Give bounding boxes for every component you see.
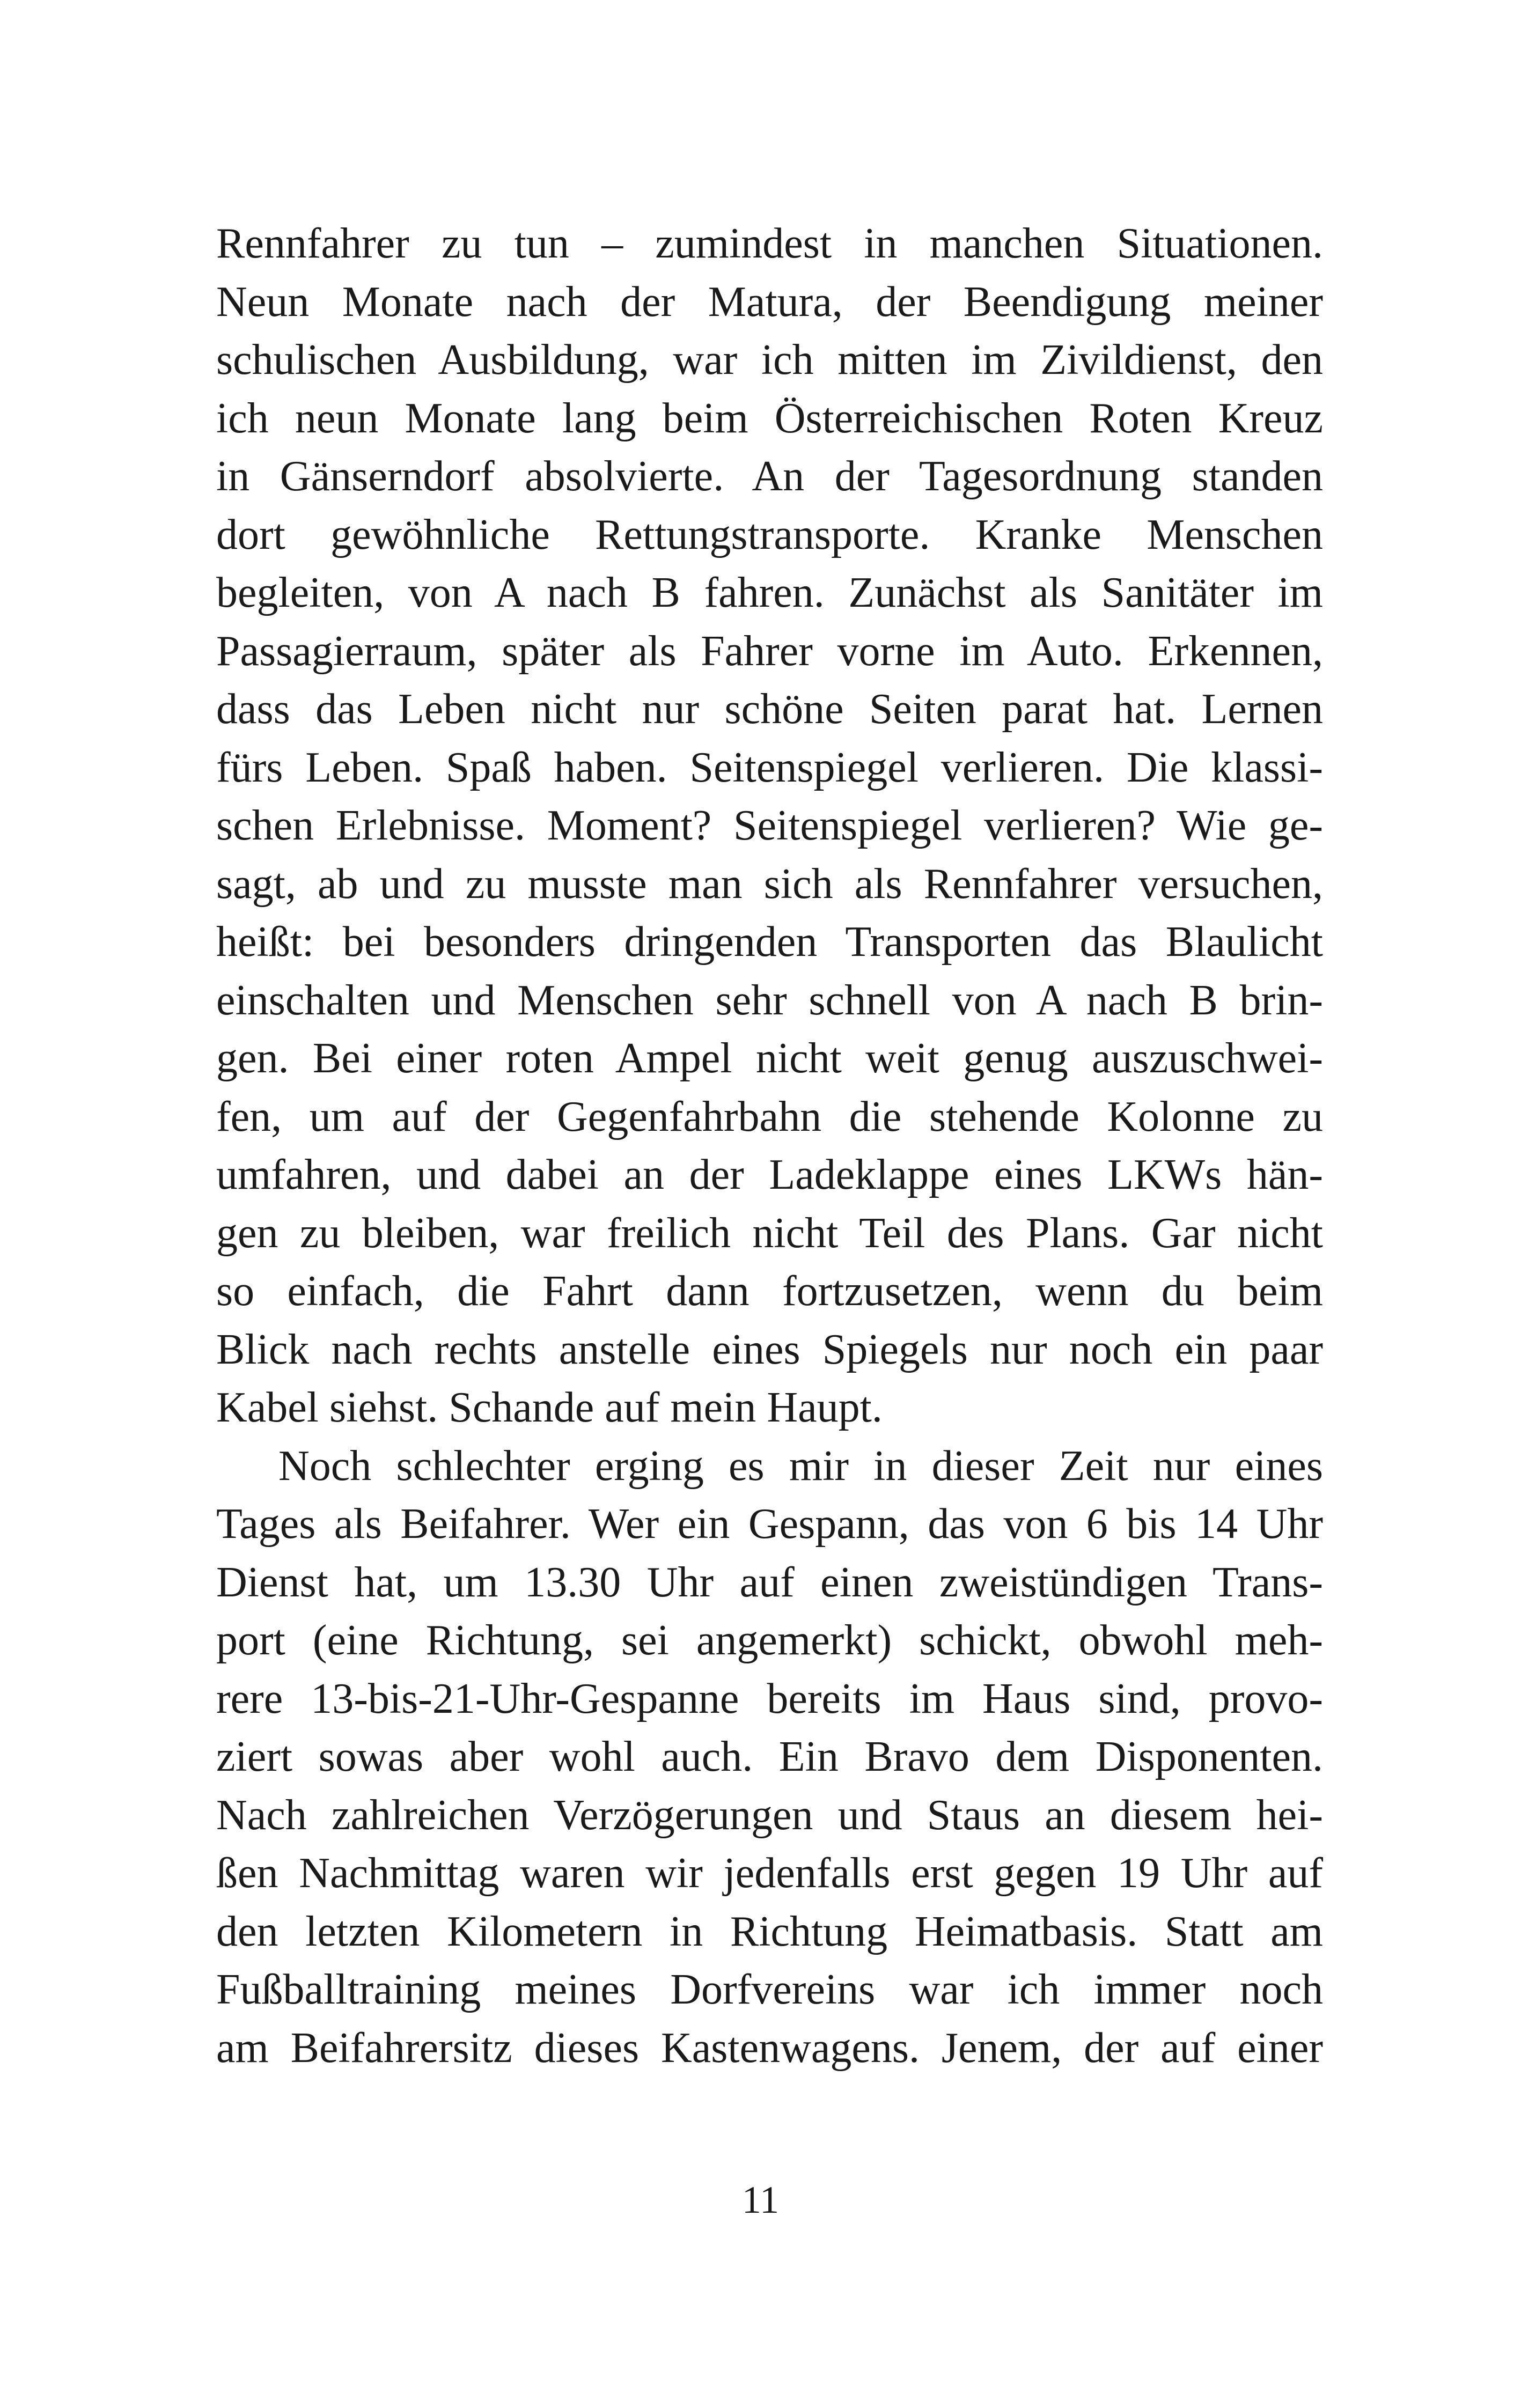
text-line: Neun Monate nach der Matura, der Beendigung meiner: [216, 278, 1323, 326]
text-line: in Gänserndorf absolvierte. An der Tagesordnung standen: [216, 453, 1323, 500]
text-line: rere 13-bis-21-Uhr-Gespanne bereits im Haus sind, provo-: [216, 1675, 1323, 1722]
text-line: einschalten und Menschen sehr schnell von A nach B brin-: [216, 976, 1323, 1024]
paragraph: [216, 215, 1323, 1437]
text-line: ich neun Monate lang beim Österreichischen Roten Kreuz: [216, 394, 1323, 442]
text-line: Fußballtraining meines Dorfvereins war ich immer noch: [216, 1966, 1323, 2013]
text-line: Passagierraum, später als Fahrer vorne im Auto. Erkennen,: [216, 627, 1323, 675]
text-line: so einfach, die Fahrt dann fortzusetzen, wenn du beim: [216, 1268, 1323, 1315]
body-text: [216, 215, 1323, 2077]
text-line: schulischen Ausbildung, war ich mitten im Zivildienst, den: [216, 336, 1323, 384]
text-line: den letzten Kilometern in Richtung Heimatbasis. Statt am: [216, 1908, 1323, 1955]
text-line: schen Erlebnisse. Moment? Seitenspiegel verlieren? Wie ge-: [216, 802, 1323, 849]
text-line: Nach zahlreichen Verzögerungen und Staus an diesem hei-: [216, 1791, 1323, 1839]
text-line: Kabel siehst. Schande auf mein Haupt.: [216, 1384, 883, 1431]
text-line: ziert sowas aber wohl auch. Ein Bravo dem Disponenten.: [216, 1733, 1323, 1780]
text-line: umfahren, und dabei an der Ladeklappe eines LKWs hän-: [216, 1151, 1323, 1198]
text-line: dort gewöhnliche Rettungstransporte. Kranke Menschen: [216, 511, 1323, 558]
text-line: gen. Bei einer roten Ampel nicht weit genug auszuschwei-: [216, 1035, 1323, 1082]
text-line: heißt: bei besonders dringenden Transporten das Blaulicht: [216, 918, 1323, 966]
text-line: Blick nach rechts anstelle eines Spiegels nur noch ein paar: [216, 1325, 1323, 1373]
text-line: dass das Leben nicht nur schöne Seiten parat hat. Lernen: [216, 686, 1323, 733]
text-line: Rennfahrer zu tun – zumindest in manchen Situationen.: [216, 220, 1323, 267]
text-line: Noch schlechter erging es mir in dieser Zeit nur eines: [278, 1442, 1323, 1490]
text-line: Dienst hat, um 13.30 Uhr auf einen zweistündigen Trans-: [216, 1558, 1323, 1606]
page-number: 11: [741, 2178, 780, 2221]
text-line: gen zu bleiben, war freilich nicht Teil des Plans. Gar nicht: [216, 1209, 1323, 1257]
text-line: Tages als Beifahrer. Wer ein Gespann, das von 6 bis 14 Uhr: [216, 1500, 1323, 1548]
text-line: begleiten, von A nach B fahren. Zunächst als Sanitäter im: [216, 569, 1323, 616]
text-line: port (eine Richtung, sei angemerkt) schickt, obwohl meh-: [216, 1617, 1323, 1664]
text-line: am Beifahrersitz dieses Kastenwagens. Jenem, der auf einer: [216, 2024, 1323, 2072]
paragraph: [216, 1437, 1323, 2078]
text-line: fen, um auf der Gegenfahrbahn die stehende Kolonne zu: [216, 1093, 1323, 1140]
text-line: sagt, ab und zu musste man sich als Rennfahrer versuchen,: [216, 860, 1323, 908]
text-line: ßen Nachmittag waren wir jedenfalls erst gegen 19 Uhr auf: [216, 1850, 1323, 1897]
text-line: fürs Leben. Spaß haben. Seitenspiegel verlieren. Die klassi-: [216, 743, 1323, 791]
